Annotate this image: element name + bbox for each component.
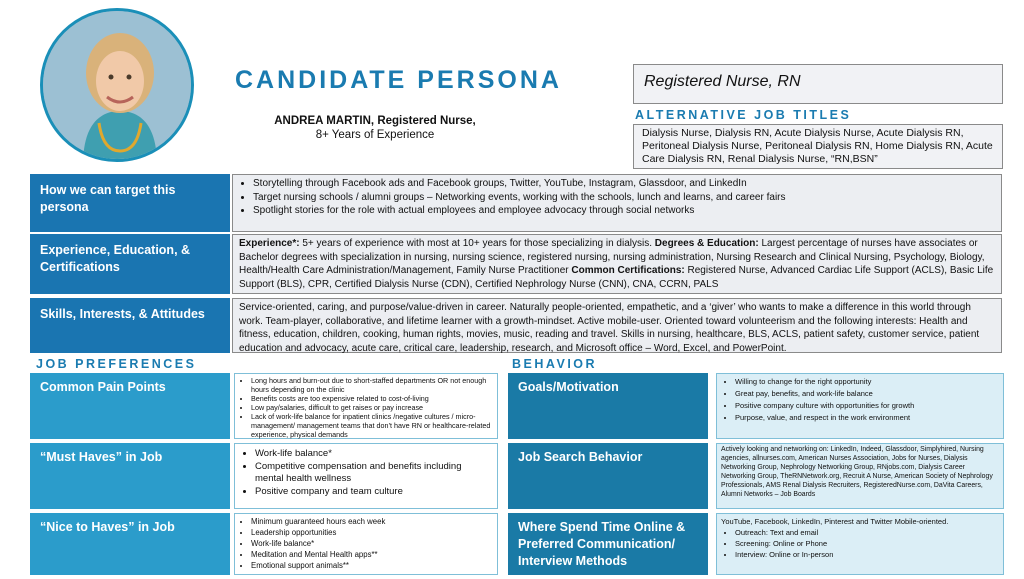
nice-to-haves-label: “Nice to Haves” in Job: [30, 513, 230, 575]
must-haves-box: [234, 443, 498, 509]
online-box: [716, 513, 1004, 575]
page-title: CANDIDATE PERSONA: [235, 66, 562, 94]
nice-to-have-item: • Minimum guaranteed hours each week: [251, 516, 493, 527]
experience-content: [232, 234, 1002, 294]
persona-name-line: ANDREA MARTIN, Registered Nurse,: [274, 115, 476, 127]
alt-titles-box: Dialysis Nurse, Dialysis RN, Acute Dialysis Nurse, Acute Dialysis RN, Peritoneal Dialysis Nurse, Peritoneal Dialysis RN, Home Dialysis RN, Acute Care Dialysis RN, Renal Dialysis Nurse, “RN,BSN”: [633, 124, 1003, 169]
job-search-box: Actively looking and networking on: LinkedIn, Indeed, Glassdoor, Simplyhired, Nursing agencies, allnurses.com, American Nurses Association, Jobs for Nurses, Dialysis Networking Group, Nephrology Networking Group, RNjobs.com, Dialysis Career Networking Group, TheRNNetwork.org, Recruit A Nurse, American Society of Nephrology Professionals, AMS Renal Dialysis Recruiters, RegisteredNurse.com, DaVita Careers, Alumni Networks – Job Boards: [716, 443, 1004, 509]
pain-point-item: • Low pay/salaries, difficult to get raises or pay increase: [251, 403, 493, 412]
goals-box: [716, 373, 1004, 439]
skills-content: Service-oriented, caring, and purpose/value-driven in career. Naturally people-oriented, empathetic, and a ‘giver’ who wants to make a difference in this world through work. Team-player, collaborative, and lifetime learner with a growth-mindset. Active mobile-user. Oriented toward volunteerism and the following interests: Health and fitness, education, children, cooking, human rights, movies, music, reading and travel. Skills in nursing, healthcare, BLS, ACLS, patient safety, customer service, patient education and advocacy, acute care, critical care, leadership, research, and Microsoft office – Word, Excel, and PowerPoint.: [232, 298, 1002, 353]
role-box: Registered Nurse, RN: [633, 64, 1003, 104]
online-item: • Interview: Online or In-person: [735, 549, 999, 560]
alt-titles-heading: ALTERNATIVE JOB TITLES: [635, 108, 852, 122]
education-text: Largest percentage of nurses have associates or Bachelor degrees with specialization in nursing, nursing science, registered nursing, nursing administration, Nursing Research and Clinical Nursing, Psychology, Biology, Health/Health Care Administration/Management, Family Nurse Practitioner: [239, 238, 985, 276]
pain-points-label: Common Pain Points: [30, 373, 230, 439]
target-item: • Storytelling through Facebook ads and Facebook groups, Twitter, YouTube, Instagram, Glassdoor, and LinkedIn: [253, 177, 995, 191]
goals-label: Goals/Motivation: [508, 373, 708, 439]
goal-item: • Positive company culture with opportunities for growth: [735, 400, 999, 412]
goal-item: • Great pay, benefits, and work-life balance: [735, 388, 999, 400]
must-have-item: • Positive company and team culture: [255, 486, 491, 499]
certifications-heading: Common Certifications:: [571, 265, 685, 276]
job-search-label: Job Search Behavior: [508, 443, 708, 509]
persona-name: [240, 114, 510, 142]
persona-avatar-illustration: [43, 11, 194, 162]
nice-to-have-item: • Work-life balance*: [251, 538, 493, 549]
online-item: • Outreach: Text and email: [735, 527, 999, 538]
experience-text: 5+ years of experience with most at 10+ years for those specializing in dialysis.: [299, 238, 655, 249]
target-label: How we can target this persona: [30, 174, 230, 232]
experience-label: Experience, Education, & Certifications: [30, 234, 230, 294]
must-haves-label: “Must Haves” in Job: [30, 443, 230, 509]
pain-point-item: • Lack of work-life balance for inpatient clinics /negative cultures / micro-management/ management teams that don’t have RN or healthcare-related experience, physical demands: [251, 412, 493, 439]
education-heading: Degrees & Education:: [654, 238, 759, 249]
pain-point-item: • Benefits costs are too expensive related to cost-of-living: [251, 394, 493, 403]
goal-item: • Willing to change for the right opportunity: [735, 376, 999, 388]
online-label: Where Spend Time Online & Preferred Communication/ Interview Methods: [508, 513, 708, 575]
pain-points-box: [234, 373, 498, 439]
must-have-item: • Work-life balance*: [255, 448, 491, 461]
persona-photo: [40, 8, 194, 162]
online-intro: YouTube, Facebook, LinkedIn, Pinterest and Twitter Mobile-oriented.: [721, 517, 949, 526]
pain-point-item: • Long hours and burn-out due to short-staffed departments OR not enough hours depending on the clinic: [251, 376, 493, 394]
nice-to-have-item: • Leadership opportunities: [251, 527, 493, 538]
target-item: • Target nursing schools / alumni groups – Networking events, working with the schools, lunch and learns, and career fairs: [253, 191, 995, 205]
job-preferences-heading: JOB PREFERENCES: [36, 357, 197, 371]
must-have-item: • Competitive compensation and benefits including mental health wellness: [255, 461, 491, 486]
behavior-heading: BEHAVIOR: [512, 357, 598, 371]
persona-experience-line: 8+ Years of Experience: [315, 129, 435, 141]
online-item: • Screening: Online or Phone: [735, 538, 999, 549]
goal-item: • Purpose, value, and respect in the work environment: [735, 412, 999, 424]
experience-heading: Experience*:: [239, 238, 300, 249]
target-item: • Spotlight stories for the role with actual employees and employee advocacy through social networks: [253, 204, 995, 218]
skills-label: Skills, Interests, & Attitudes: [30, 298, 230, 353]
certifications-text: Registered Nurse, Advanced Cardiac Life Support (ACLS), Basic Life Support (BLS), CPR, Certified Dialysis Nurse (CDN), Certified Nephrology Nurse (CNN), CNA, CCRN, PALS: [239, 265, 994, 290]
nice-to-haves-box: [234, 513, 498, 575]
nice-to-have-item: • Emotional support animals**: [251, 560, 493, 571]
target-content: [232, 174, 1002, 232]
nice-to-have-item: • Meditation and Mental Health apps**: [251, 549, 493, 560]
